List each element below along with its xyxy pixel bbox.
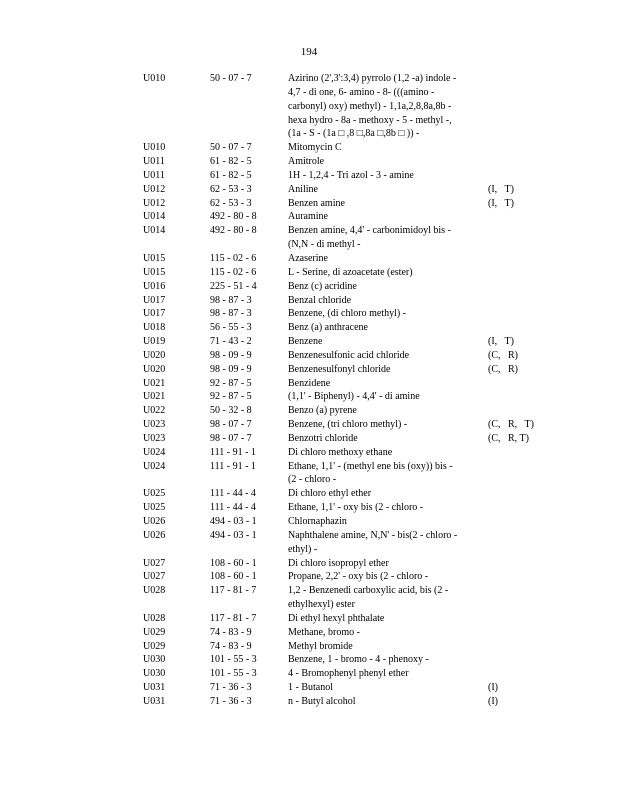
table-row bbox=[143, 626, 543, 640]
substance-name-cell: L - Serine, di azoacetate (ester) bbox=[288, 266, 413, 278]
substance-name-cell: 1 - Butanol bbox=[288, 682, 333, 694]
hazard-code-cell bbox=[488, 127, 543, 141]
hazard-code-cell: (I) bbox=[488, 695, 498, 707]
cas-number-cell: 71 - 36 - 3 bbox=[210, 682, 252, 694]
cas-number-cell: 71 - 36 - 3 bbox=[210, 695, 252, 707]
waste-code-cell: U017 bbox=[143, 308, 166, 320]
hazard-code-cell bbox=[488, 487, 543, 501]
substance-name-cell: Naphthalene amine, N,N' - bis(2 - chloro - bbox=[288, 529, 458, 541]
substance-name-cell: Benzene, (tri chloro methyl) - bbox=[288, 419, 408, 431]
substance-name-cell: ethyl) - bbox=[288, 543, 318, 555]
table-row bbox=[143, 446, 543, 460]
hazard-code-cell bbox=[488, 155, 543, 169]
page-number: 194 bbox=[300, 46, 318, 58]
substance-name-cell: Chlornaphazin bbox=[288, 516, 347, 527]
substance-name-cell: Azirino (2',3':3,4) pyrrolo (1,2 -a) indole - bbox=[288, 73, 457, 84]
cas-number-cell: 50 - 07 - 7 bbox=[210, 73, 252, 84]
substance-name-cell: 1,2 - Benzenedi carboxylic acid, bis (2 - bbox=[288, 585, 449, 597]
waste-code-cell: U020 bbox=[143, 363, 166, 375]
table-row bbox=[143, 390, 543, 404]
waste-code-cell: U014 bbox=[143, 225, 166, 237]
cas-number-cell: 98 - 09 - 9 bbox=[210, 349, 252, 361]
cas-number-cell: 494 - 03 - 1 bbox=[210, 516, 257, 527]
hazard-code-cell bbox=[488, 473, 543, 487]
table-row bbox=[143, 667, 543, 681]
table-row bbox=[143, 114, 543, 128]
waste-code-cell: U031 bbox=[143, 695, 166, 707]
cas-number-cell: 111 - 91 - 1 bbox=[210, 446, 256, 458]
waste-code-cell: U011 bbox=[143, 169, 165, 181]
cas-number-cell: 117 - 81 - 7 bbox=[210, 585, 257, 597]
waste-code-cell: U010 bbox=[143, 142, 166, 154]
substance-name-cell: 1H - 1,2,4 - Tri azol - 3 - amine bbox=[288, 169, 414, 181]
table-row bbox=[143, 695, 543, 709]
table-row bbox=[143, 640, 543, 654]
substance-name-cell: 4,7 - di one, 6- amino - 8- (((amino - bbox=[288, 86, 435, 98]
waste-code-cell: U020 bbox=[143, 349, 166, 361]
cas-number-cell bbox=[210, 598, 288, 612]
waste-code-cell: U025 bbox=[143, 488, 166, 500]
hazard-code-cell bbox=[488, 252, 543, 266]
substance-name-cell: Benzotri chloride bbox=[288, 432, 358, 444]
cas-number-cell bbox=[210, 473, 288, 487]
waste-code-cell: U022 bbox=[143, 405, 166, 417]
table-row bbox=[143, 224, 543, 238]
substance-name-cell: Benzene, 1 - bromo - 4 - phenoxy - bbox=[288, 654, 429, 666]
substance-name-cell: Benzenesulfonic acid chloride bbox=[288, 349, 410, 361]
substance-name-cell: Benzo (a) pyrene bbox=[288, 405, 357, 417]
cas-number-cell: 56 - 55 - 3 bbox=[210, 322, 252, 334]
hazard-code-cell bbox=[488, 640, 543, 654]
waste-code-cell bbox=[143, 100, 210, 114]
substance-name-cell: Mitomycin C bbox=[288, 142, 342, 154]
table-row bbox=[143, 349, 543, 363]
hazard-code-cell: (C, R, T) bbox=[488, 419, 534, 431]
waste-code-cell: U019 bbox=[143, 336, 166, 348]
substance-name-cell: (2 - chloro - bbox=[288, 474, 337, 486]
waste-code-cell: U017 bbox=[143, 294, 166, 306]
substance-name-cell: Di chloro isopropyl ether bbox=[288, 557, 389, 569]
substance-name-cell: Di ethyl hexyl phthalate bbox=[288, 612, 385, 624]
cas-number-cell: 115 - 02 - 6 bbox=[210, 252, 257, 264]
hazard-code-cell: (I, T) bbox=[488, 183, 514, 195]
table-row bbox=[143, 529, 543, 543]
waste-code-cell: U029 bbox=[143, 640, 166, 652]
substance-name-cell: (N,N - di methyl - bbox=[288, 239, 361, 251]
waste-code-cell: U015 bbox=[143, 252, 166, 264]
cas-number-cell bbox=[210, 238, 288, 252]
table-row bbox=[143, 363, 543, 377]
hazard-code-cell: (C, R) bbox=[488, 349, 518, 361]
waste-code-cell: U025 bbox=[143, 502, 166, 514]
table-row bbox=[143, 612, 543, 626]
hazard-code-cell bbox=[488, 653, 543, 667]
waste-code-cell: U026 bbox=[143, 516, 166, 527]
hazard-code-cell bbox=[488, 557, 543, 571]
table-row bbox=[143, 183, 543, 197]
hazard-code-cell bbox=[488, 404, 543, 418]
hazard-code-cell bbox=[488, 266, 543, 280]
cas-number-cell: 494 - 03 - 1 bbox=[210, 529, 257, 541]
hazard-code-cell bbox=[488, 72, 543, 86]
cas-number-cell: 117 - 81 - 7 bbox=[210, 612, 257, 624]
cas-number-cell bbox=[210, 543, 288, 557]
cas-number-cell bbox=[210, 86, 288, 100]
hazard-code-cell bbox=[488, 100, 543, 114]
waste-code-cell: U030 bbox=[143, 654, 166, 666]
substance-name-cell: Benz (c) acridine bbox=[288, 280, 357, 292]
table-row bbox=[143, 681, 543, 695]
substance-name-cell: Ethane, 1,1' - (methyl ene bis (oxy)) bis - bbox=[288, 460, 453, 472]
waste-code-cell: U015 bbox=[143, 266, 166, 278]
table-row bbox=[143, 487, 543, 501]
hazard-code-cell bbox=[488, 543, 543, 557]
hazard-code-cell bbox=[488, 141, 543, 155]
hazard-code-cell bbox=[488, 612, 543, 626]
substance-name-cell: Propane, 2,2' - oxy bis (2 - chloro - bbox=[288, 571, 429, 583]
cas-number-cell bbox=[210, 114, 288, 128]
cas-number-cell: 98 - 09 - 9 bbox=[210, 363, 252, 375]
substance-name-cell: carbonyl) oxy) methyl) - 1,1a,2,8,8a,8b - bbox=[288, 100, 452, 112]
waste-code-cell: U010 bbox=[143, 73, 166, 84]
hazard-code-cell bbox=[488, 114, 543, 128]
waste-code-cell: U023 bbox=[143, 419, 166, 431]
cas-number-cell: 98 - 07 - 7 bbox=[210, 432, 252, 444]
hazard-code-cell bbox=[488, 280, 543, 294]
cas-number-cell: 101 - 55 - 3 bbox=[210, 668, 257, 680]
hazardous-waste-table bbox=[143, 72, 543, 709]
waste-code-cell: U031 bbox=[143, 682, 166, 694]
waste-code-cell bbox=[143, 86, 210, 100]
cas-number-cell: 225 - 51 - 4 bbox=[210, 280, 257, 292]
table-row bbox=[143, 432, 543, 446]
table-row bbox=[143, 294, 543, 308]
table-row bbox=[143, 570, 543, 584]
hazard-code-cell bbox=[488, 515, 543, 529]
substance-name-cell: (1a - S - (1a □ ,8 □,8a □,8b □ )) - bbox=[288, 128, 420, 140]
hazard-code-cell bbox=[488, 377, 543, 391]
table-row bbox=[143, 197, 543, 211]
substance-name-cell: Ethane, 1,1' - oxy bis (2 - chloro - bbox=[288, 502, 424, 514]
substance-name-cell: Auramine bbox=[288, 211, 328, 223]
table-row bbox=[143, 280, 543, 294]
table-row bbox=[143, 210, 543, 224]
table-row bbox=[143, 321, 543, 335]
waste-code-cell: U028 bbox=[143, 612, 166, 624]
substance-name-cell: Benzen amine, 4,4' - carbonimidoyl bis - bbox=[288, 225, 451, 237]
cas-number-cell: 92 - 87 - 5 bbox=[210, 377, 252, 389]
hazard-code-cell bbox=[488, 570, 543, 584]
table-row bbox=[143, 653, 543, 667]
cas-number-cell: 61 - 82 - 5 bbox=[210, 169, 252, 181]
hazard-code-cell: (I) bbox=[488, 682, 498, 694]
waste-code-cell: U021 bbox=[143, 377, 166, 389]
substance-name-cell: Di chloro ethyl ether bbox=[288, 488, 372, 500]
cas-number-cell bbox=[210, 127, 288, 141]
table-row bbox=[143, 307, 543, 321]
waste-code-cell: U018 bbox=[143, 322, 166, 334]
table-row bbox=[143, 584, 543, 598]
cas-number-cell: 492 - 80 - 8 bbox=[210, 211, 257, 223]
cas-number-cell: 98 - 87 - 3 bbox=[210, 294, 252, 306]
table-row bbox=[143, 598, 543, 612]
hazard-code-cell bbox=[488, 667, 543, 681]
table-row bbox=[143, 473, 543, 487]
cas-number-cell: 492 - 80 - 8 bbox=[210, 225, 257, 237]
substance-name-cell: ethylhexyl) ester bbox=[288, 599, 355, 611]
cas-number-cell: 50 - 07 - 7 bbox=[210, 142, 252, 154]
substance-name-cell: Benzene bbox=[288, 336, 323, 348]
substance-name-cell: Benzal chloride bbox=[288, 294, 352, 306]
table-row bbox=[143, 515, 543, 529]
cas-number-cell: 98 - 07 - 7 bbox=[210, 419, 252, 431]
hazard-code-cell bbox=[488, 169, 543, 183]
cas-number-cell: 92 - 87 - 5 bbox=[210, 391, 252, 403]
cas-number-cell: 111 - 44 - 4 bbox=[210, 502, 256, 514]
table-row bbox=[143, 501, 543, 515]
cas-number-cell: 101 - 55 - 3 bbox=[210, 654, 257, 666]
substance-name-cell: Amitrole bbox=[288, 156, 325, 168]
table-row bbox=[143, 266, 543, 280]
cas-number-cell: 111 - 44 - 4 bbox=[210, 488, 256, 500]
cas-number-cell: 50 - 32 - 8 bbox=[210, 405, 252, 417]
waste-code-cell: U016 bbox=[143, 280, 166, 292]
hazard-code-cell bbox=[488, 446, 543, 460]
hazard-code-cell bbox=[488, 501, 543, 515]
waste-code-cell: U027 bbox=[143, 571, 166, 583]
hazard-code-cell bbox=[488, 224, 543, 238]
substance-name-cell: 4 - Bromophenyl phenyl ether bbox=[288, 668, 409, 680]
cas-number-cell: 62 - 53 - 3 bbox=[210, 197, 252, 209]
hazard-code-cell bbox=[488, 460, 543, 474]
cas-number-cell: 74 - 83 - 9 bbox=[210, 626, 252, 638]
cas-number-cell: 108 - 60 - 1 bbox=[210, 557, 257, 569]
waste-code-cell: U028 bbox=[143, 585, 166, 597]
table-row bbox=[143, 252, 543, 266]
table-row bbox=[143, 557, 543, 571]
substance-name-cell: Di chloro methoxy ethane bbox=[288, 446, 393, 458]
cas-number-cell bbox=[210, 100, 288, 114]
table-row bbox=[143, 169, 543, 183]
waste-code-cell: U026 bbox=[143, 529, 166, 541]
table-row bbox=[143, 418, 543, 432]
substance-name-cell: Aniline bbox=[288, 183, 318, 195]
substance-name-cell: Benz (a) anthracene bbox=[288, 322, 368, 334]
substance-name-cell: Benzidene bbox=[288, 377, 331, 389]
substance-name-cell: Benzene, (di chloro methyl) - bbox=[288, 308, 407, 320]
table-row bbox=[143, 72, 543, 86]
hazard-code-cell bbox=[488, 294, 543, 308]
hazard-code-cell bbox=[488, 86, 543, 100]
substance-name-cell: Azaserine bbox=[288, 252, 328, 264]
hazard-code-cell bbox=[488, 238, 543, 252]
waste-code-cell bbox=[143, 114, 210, 128]
table-row bbox=[143, 100, 543, 114]
waste-code-cell: U023 bbox=[143, 432, 166, 444]
substance-name-cell: n - Butyl alcohol bbox=[288, 695, 356, 707]
waste-code-cell: U024 bbox=[143, 460, 166, 472]
hazard-code-cell bbox=[488, 321, 543, 335]
table-row bbox=[143, 238, 543, 252]
cas-number-cell: 108 - 60 - 1 bbox=[210, 571, 257, 583]
hazard-code-cell: (C, R) bbox=[488, 363, 518, 375]
table-row bbox=[143, 460, 543, 474]
waste-code-cell bbox=[143, 238, 210, 252]
hazard-code-cell bbox=[488, 598, 543, 612]
cas-number-cell: 98 - 87 - 3 bbox=[210, 308, 252, 320]
cas-number-cell: 74 - 83 - 9 bbox=[210, 640, 252, 652]
substance-name-cell: Methane, bromo - bbox=[288, 626, 360, 638]
substance-name-cell: Benzen amine bbox=[288, 197, 345, 209]
waste-code-cell bbox=[143, 598, 210, 612]
substance-name-cell: hexa hydro - 8a - methoxy - 5 - methyl -, bbox=[288, 114, 452, 126]
hazard-code-cell bbox=[488, 210, 543, 224]
hazard-code-cell bbox=[488, 626, 543, 640]
hazard-code-cell bbox=[488, 390, 543, 404]
cas-number-cell: 115 - 02 - 6 bbox=[210, 266, 257, 278]
table-row bbox=[143, 86, 543, 100]
waste-code-cell: U024 bbox=[143, 446, 166, 458]
waste-code-cell bbox=[143, 543, 210, 557]
table-row bbox=[143, 155, 543, 169]
waste-code-cell: U027 bbox=[143, 557, 166, 569]
waste-code-cell: U012 bbox=[143, 183, 166, 195]
table-row bbox=[143, 335, 543, 349]
hazard-code-cell: (I, T) bbox=[488, 197, 514, 209]
hazard-code-cell bbox=[488, 529, 543, 543]
table-row bbox=[143, 141, 543, 155]
table-row bbox=[143, 127, 543, 141]
waste-code-cell: U014 bbox=[143, 211, 166, 223]
waste-code-cell: U029 bbox=[143, 626, 166, 638]
waste-code-cell: U012 bbox=[143, 197, 166, 209]
cas-number-cell: 62 - 53 - 3 bbox=[210, 183, 252, 195]
table-row bbox=[143, 377, 543, 391]
waste-code-cell: U030 bbox=[143, 668, 166, 680]
hazard-code-cell: (I, T) bbox=[488, 336, 514, 348]
substance-name-cell: Methyl bromide bbox=[288, 640, 353, 652]
waste-code-cell: U011 bbox=[143, 156, 165, 168]
waste-code-cell bbox=[143, 473, 210, 487]
waste-code-cell bbox=[143, 127, 210, 141]
substance-name-cell: (1,1' - Biphenyl) - 4,4' - di amine bbox=[288, 391, 420, 403]
cas-number-cell: 71 - 43 - 2 bbox=[210, 336, 252, 348]
table-row bbox=[143, 543, 543, 557]
hazard-code-cell bbox=[488, 307, 543, 321]
substance-name-cell: Benzenesulfonyl chloride bbox=[288, 363, 391, 375]
hazard-code-cell bbox=[488, 584, 543, 598]
waste-code-cell: U021 bbox=[143, 391, 166, 403]
table-row bbox=[143, 404, 543, 418]
cas-number-cell: 61 - 82 - 5 bbox=[210, 156, 252, 168]
cas-number-cell: 111 - 91 - 1 bbox=[210, 460, 256, 472]
hazard-code-cell: (C, R, T) bbox=[488, 432, 529, 444]
